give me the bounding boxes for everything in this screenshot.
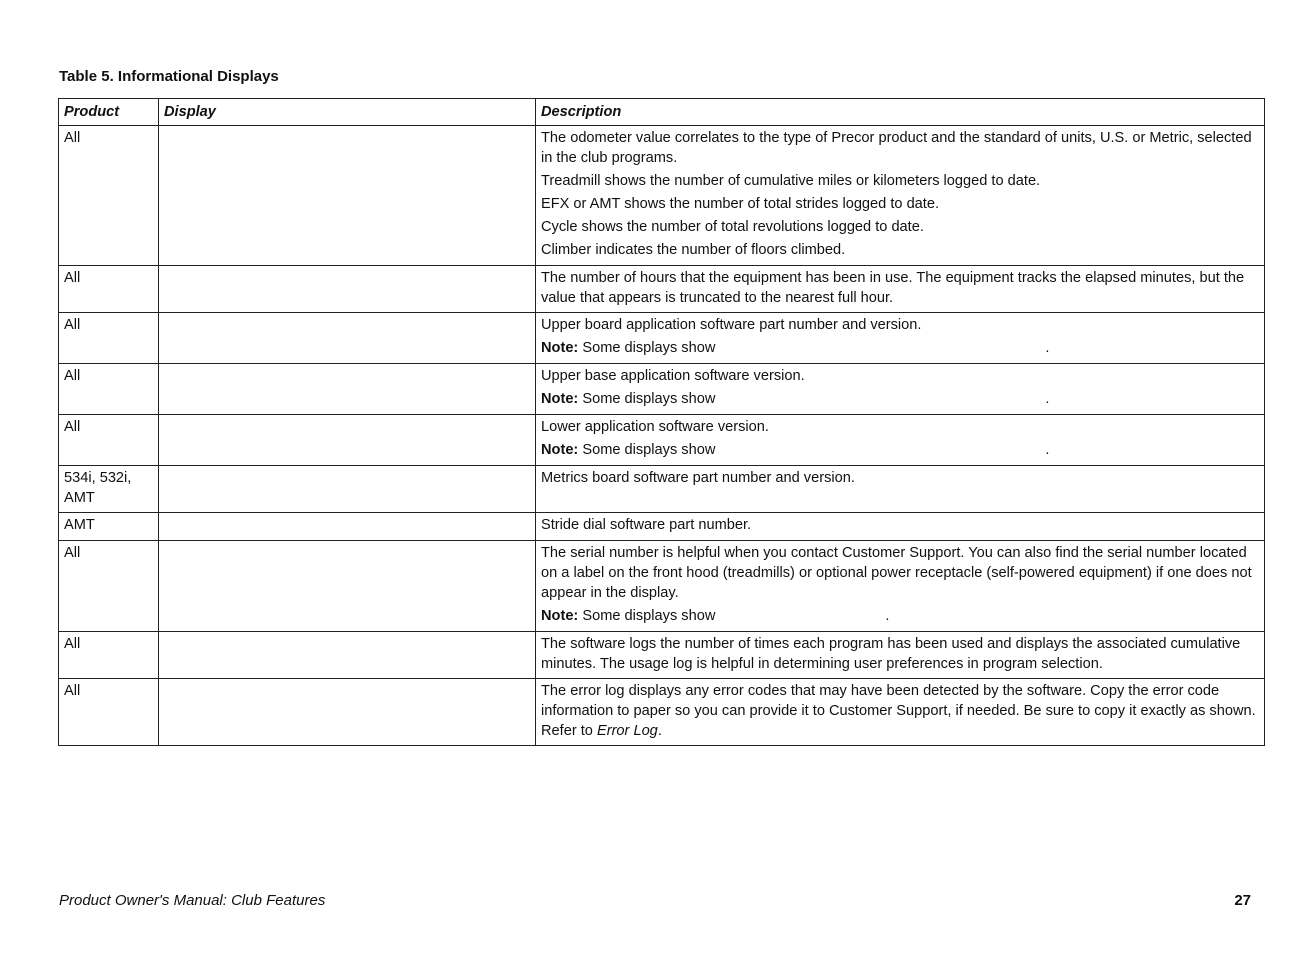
display-cell (159, 466, 536, 513)
description-suffix: . (657, 723, 662, 739)
table-row (59, 415, 1265, 466)
note-label: Note: (541, 391, 579, 407)
header-display: Display (159, 99, 536, 126)
description-prefix: The error log displays any error codes that may have been detected by the software. Copy the error code information to paper so you can provide it to Customer Support, if needed. Be sure to copy it exactly as shown. Refer to (541, 683, 1256, 739)
description-text: Upper board application software part number and version. (541, 317, 922, 333)
header-description: Description (536, 99, 1265, 126)
note-body: Some displays show (578, 391, 716, 407)
footer-manual-title: Product Owner's Manual: Club Features (59, 892, 326, 909)
table-header-row (59, 99, 1265, 126)
display-cell (159, 313, 536, 364)
product-cell: All (59, 679, 159, 746)
description-cell (536, 415, 1265, 466)
description-text: Upper base application software version. (541, 368, 805, 384)
description-text: Treadmill shows the number of cumulative miles or kilometers logged to date. (541, 173, 1041, 189)
note-text (541, 338, 1259, 358)
informational-displays-table (58, 98, 1265, 746)
product-cell: AMT (59, 513, 159, 541)
description-cell (536, 513, 1265, 541)
product-cell: All (59, 415, 159, 466)
table-row (59, 513, 1265, 541)
product-cell: 534i, 532i, AMT (59, 466, 159, 513)
table-row (59, 266, 1265, 313)
note-label: Note: (541, 608, 579, 624)
description-text: The software logs the number of times each program has been used and displays the associated cumulative minutes. The usage log is helpful in determining user preferences in program selection. (541, 636, 1241, 672)
table-row (59, 541, 1265, 632)
note-end: . (885, 608, 890, 624)
header-product: Product (59, 99, 159, 126)
description-cell (536, 679, 1265, 746)
product-cell: All (59, 632, 159, 679)
display-cell (159, 415, 536, 466)
description-text: Lower application software version. (541, 419, 769, 435)
display-cell (159, 513, 536, 541)
product-cell: All (59, 126, 159, 266)
description-text (541, 681, 1259, 741)
description-text: Climber indicates the number of floors climbed. (541, 242, 846, 258)
description-text: The serial number is helpful when you contact Customer Support. You can also find the serial number located on a label on the front hood (treadmills) or optional power receptacle (self-powered equipment) if one does not appear in the display. (541, 545, 1252, 601)
description-text: Cycle shows the number of total revolutions logged to date. (541, 219, 924, 235)
display-cell (159, 541, 536, 632)
description-text: The odometer value correlates to the type of Precor product and the standard of units, U.S. or Metric, selected in the club programs. (541, 130, 1252, 166)
product-cell: All (59, 541, 159, 632)
note-text (541, 606, 1259, 626)
table-row (59, 466, 1265, 513)
page-number: 27 (1234, 892, 1251, 909)
note-body: Some displays show (578, 608, 716, 624)
table-row (59, 126, 1265, 266)
description-cell (536, 126, 1265, 266)
description-text: EFX or AMT shows the number of total strides logged to date. (541, 196, 940, 212)
note-body: Some displays show (578, 340, 716, 356)
table-row (59, 313, 1265, 364)
display-cell (159, 126, 536, 266)
table-row (59, 679, 1265, 746)
note-text (541, 389, 1259, 409)
display-cell (159, 364, 536, 415)
note-body: Some displays show (578, 442, 716, 458)
note-text (541, 440, 1259, 460)
table-title: Table 5. Informational Displays (59, 68, 279, 85)
description-cell (536, 466, 1265, 513)
display-cell (159, 679, 536, 746)
error-log-reference: Error Log (596, 723, 658, 739)
note-label: Note: (541, 340, 579, 356)
description-cell (536, 364, 1265, 415)
description-text: Metrics board software part number and version. (541, 470, 855, 486)
product-cell: All (59, 266, 159, 313)
description-cell (536, 313, 1265, 364)
description-text: The number of hours that the equipment has been in use. The equipment tracks the elapsed minutes, but the value that appears is truncated to the nearest full hour. (541, 270, 1245, 306)
description-cell (536, 632, 1265, 679)
note-end: . (1045, 340, 1050, 356)
description-text: Stride dial software part number. (541, 517, 752, 533)
display-cell (159, 266, 536, 313)
display-cell (159, 632, 536, 679)
table-row (59, 632, 1265, 679)
description-cell (536, 266, 1265, 313)
note-end: . (1045, 442, 1050, 458)
description-cell (536, 541, 1265, 632)
note-label: Note: (541, 442, 579, 458)
note-end: . (1045, 391, 1050, 407)
product-cell: All (59, 364, 159, 415)
product-cell: All (59, 313, 159, 364)
table-row (59, 364, 1265, 415)
